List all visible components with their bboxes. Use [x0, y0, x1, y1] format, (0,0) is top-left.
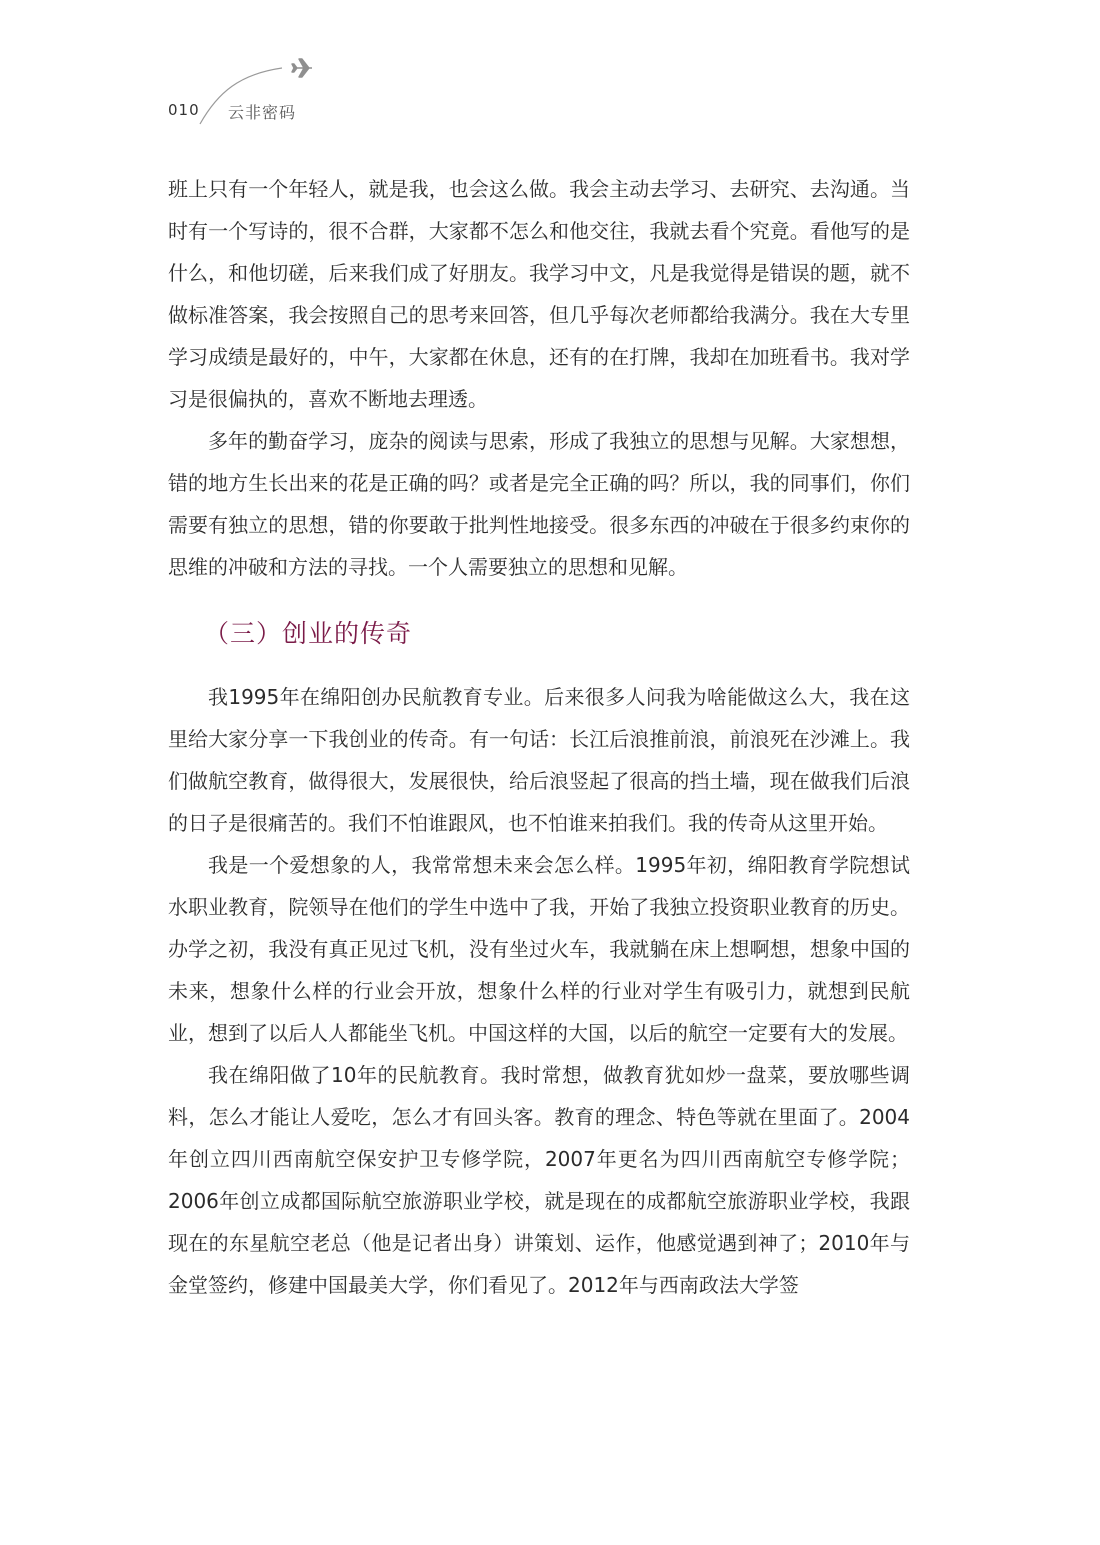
paragraph-2: 多年的勤奋学习，庞杂的阅读与思索，形成了我独立的思想与见解。大家想想，错的地方生长出来的花是正确的吗？或者是完全正确的吗？所以，我的同事们，你们需要有独立的思想，错的你要敢于批判性地接受。很多东西的冲破在于很多约束你的思维的冲破和方法的寻找。一个人需要独立的思想和见解。: [168, 429, 910, 579]
page-header: [0, 0, 1100, 140]
paragraph-5: 我在绵阳做了10年的民航教育。我时常想，做教育犹如炒一盘菜，要放哪些调料，怎么才能让人爱吃，怎么才有回头客。教育的理念、特色等就在里面了。2004年创立四川西南航空保安护卫专修学院，2007年更名为四川西南航空专修学院；2006年创立成都国际航空旅游职业学校，就是现在的成都航空旅游职业学校，我跟现在的东星航空老总（他是记者出身）讲策划、运作，他感觉遇到神了；2010年与金堂签约，修建中国最美大学，你们看见了。2012年与西南政法大学签: [168, 1063, 910, 1297]
paragraph-1: 班上只有一个年轻人，就是我，也会这么做。我会主动去学习、去研究、去沟通。当时有一个写诗的，很不合群，大家都不怎么和他交往，我就去看个究竟。看他写的是什么，和他切磋，后来我们成了好朋友。我学习中文，凡是我觉得是错误的题，就不做标准答案，我会按照自己的思考来回答，但几乎每次老师都给我满分。我在大专里学习成绩是最好的，中午，大家都在休息，还有的在打牌，我却在加班看书。我对学习是很偏执的，喜欢不断地去理透。: [168, 177, 910, 411]
book-title: 云非密码: [228, 103, 297, 122]
airplane-icon: [292, 59, 312, 77]
paragraph-4: 我是一个爱想象的人，我常常想未来会怎么样。1995年初，绵阳教育学院想试水职业教育，院领导在他们的学生中选中了我，开始了我独立投资职业教育的历史。办学之初，我没有真正见过飞机，没有坐过火车，我就躺在床上想啊想，想象中国的未来，想象什么样的行业会开放，想象什么样的行业对学生有吸引力，就想到民航业，想到了以后人人都能坐飞机。中国这样的大国，以后的航空一定要有大的发展。: [168, 853, 910, 1045]
header-decoration: [0, 0, 1100, 140]
article-body: [168, 168, 910, 1306]
page-number: 010: [168, 101, 200, 119]
paragraph-3: 我1995年在绵阳创办民航教育专业。后来很多人问我为啥能做这么大，我在这里给大家分享一下我创业的传奇。有一句话：长江后浪推前浪，前浪死在沙滩上。我们做航空教育，做得很大，发展很快，给后浪竖起了很高的挡土墙，现在做我们后浪的日子是很痛苦的。我们不怕谁跟风，也不怕谁来拍我们。我的传奇从这里开始。: [168, 685, 910, 835]
section-heading: （三）创业的传奇: [204, 619, 413, 648]
